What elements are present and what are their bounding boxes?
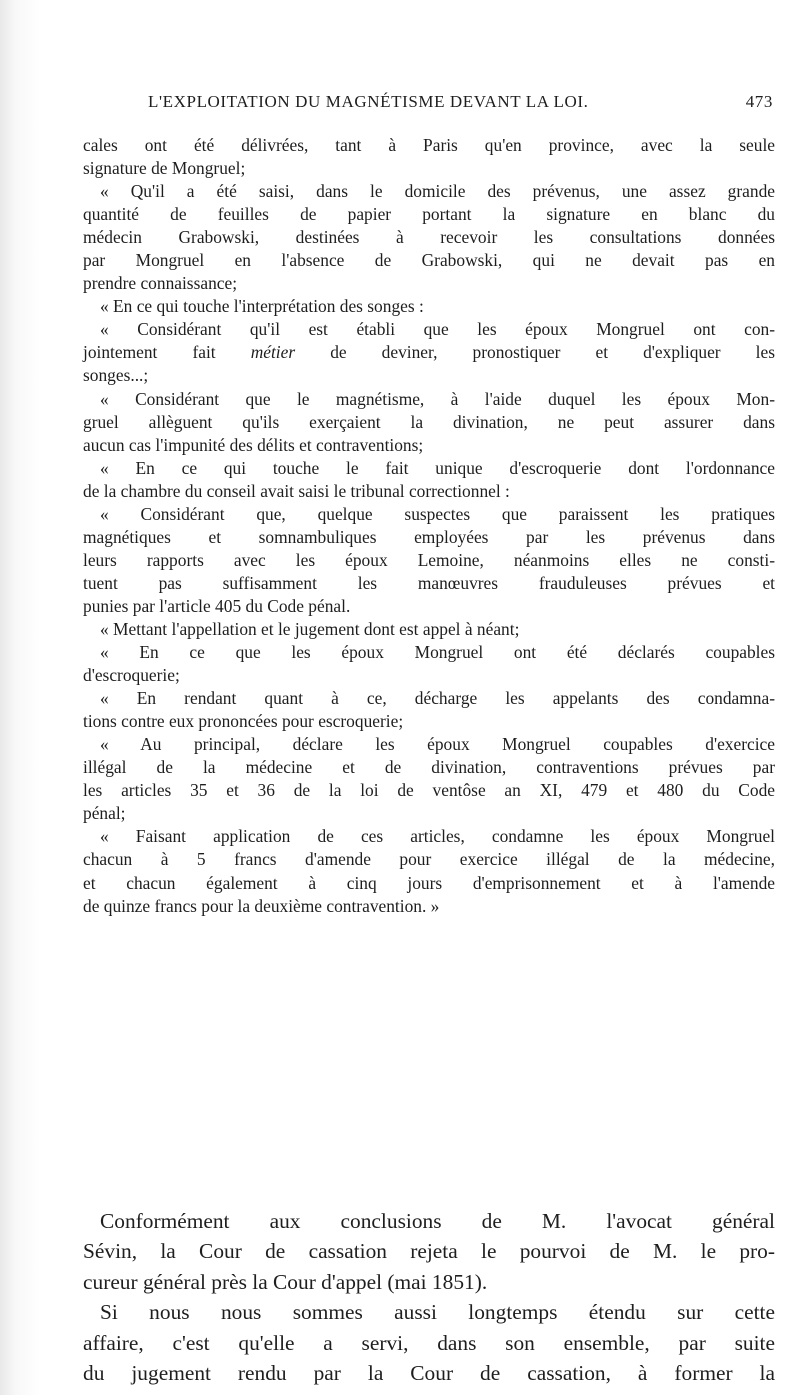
text-line: songes...; bbox=[83, 365, 149, 386]
text-line: « En ce qui touche le fait unique d'escroquerie dont l'ordonnance bbox=[100, 457, 775, 478]
text-line: Si nous nous sommes aussi longtemps étendu sur cette bbox=[100, 1300, 775, 1325]
closing-paragraphs bbox=[83, 1206, 775, 1388]
text-line: prendre connaissance; bbox=[83, 273, 238, 294]
text-line: signature de Mongruel; bbox=[83, 158, 246, 179]
text-line: chacun à 5 francs d'amende pour exercice illégal de la médecine, bbox=[83, 849, 775, 870]
page-number: 473 bbox=[745, 92, 773, 111]
text-line: « Considérant que, quelque suspectes que paraissent les pratiques bbox=[100, 503, 775, 524]
text-segment: de deviner, pronostiquer et d'expliquer les bbox=[330, 342, 775, 363]
text-line: « En rendant quant à ce, décharge les appelants des condamna- bbox=[100, 688, 775, 709]
text-line: du jugement rendu par la Cour de cassation, à former la bbox=[83, 1360, 775, 1385]
text-line: illégal de la médecine et de divination, contraventions prévues par bbox=[83, 757, 775, 778]
text-line: quantité de feuilles de papier portant la signature en blanc du bbox=[83, 204, 775, 225]
text-line: « Mettant l'appellation et le jugement dont est appel à néant; bbox=[100, 618, 520, 639]
text-line: gruel allèguent qu'ils exerçaient la divination, ne peut assurer dans bbox=[83, 411, 775, 432]
text-segment: jointement fait bbox=[83, 342, 216, 363]
text-line: pénal; bbox=[83, 803, 126, 824]
text-line: Conformément aux conclusions de M. l'avocat général bbox=[100, 1209, 775, 1233]
text-line: « En ce qui touche l'interprétation des songes : bbox=[100, 296, 424, 317]
text-line: « Considérant que le magnétisme, à l'aide duquel les époux Mon- bbox=[100, 388, 775, 409]
text-line: tuent pas suffisamment les manœuvres frauduleuses prévues et bbox=[83, 572, 775, 593]
text-line: d'escroquerie; bbox=[83, 665, 180, 686]
text-line: « Faisant application de ces articles, condamne les époux Mongruel bbox=[100, 826, 775, 847]
text-line: aucun cas l'impunité des délits et contraventions; bbox=[83, 434, 424, 455]
text-line: de la chambre du conseil avait saisi le tribunal correctionnel : bbox=[83, 480, 510, 501]
text-line: « En ce que les époux Mongruel ont été déclarés coupables bbox=[100, 642, 775, 663]
text-line: médecin Grabowski, destinées à recevoir les consultations données bbox=[83, 227, 775, 248]
text-line: magnétiques et somnambuliques employées par les prévenus dans bbox=[83, 526, 775, 547]
text-line: cureur général près la Cour d'appel (mai 1851). bbox=[83, 1269, 488, 1294]
running-head-title: L'EXPLOITATION DU MAGNÉTISME DEVANT LA LOI. bbox=[148, 92, 589, 111]
text-line: et chacun également à cinq jours d'emprisonnement et à l'amende bbox=[83, 872, 775, 893]
text-line: Sévin, la Cour de cassation rejeta le pourvoi de M. le pro- bbox=[83, 1239, 775, 1264]
text-line: punies par l'article 405 du Code pénal. bbox=[83, 595, 351, 616]
text-line bbox=[83, 341, 775, 364]
body-text bbox=[83, 134, 775, 918]
text-line: « Considérant qu'il est établi que les époux Mongruel ont con- bbox=[100, 319, 775, 340]
text-line: cales ont été délivrées, tant à Paris qu'en province, avec la seule bbox=[83, 135, 775, 155]
text-line: leurs rapports avec les époux Lemoine, néanmoins elles ne consti- bbox=[83, 549, 775, 570]
italic-word: métier bbox=[250, 342, 296, 363]
running-head bbox=[148, 92, 773, 118]
text-line: « Qu'il a été saisi, dans le domicile des prévenus, une assez grande bbox=[100, 181, 775, 202]
text-line: de quinze francs pour la deuxième contravention. » bbox=[83, 895, 440, 916]
text-line: par Mongruel en l'absence de Grabowski, qui ne devait pas en bbox=[83, 250, 775, 271]
text-line: tions contre eux prononcées pour escroquerie; bbox=[83, 711, 404, 732]
text-line: les articles 35 et 36 de la loi de ventôse an XI, 479 et 480 du Code bbox=[83, 780, 775, 801]
text-line: affaire, c'est qu'elle a servi, dans son ensemble, par suite bbox=[83, 1330, 775, 1355]
text-line: « Au principal, déclare les époux Mongruel coupables d'exercice bbox=[100, 734, 775, 755]
